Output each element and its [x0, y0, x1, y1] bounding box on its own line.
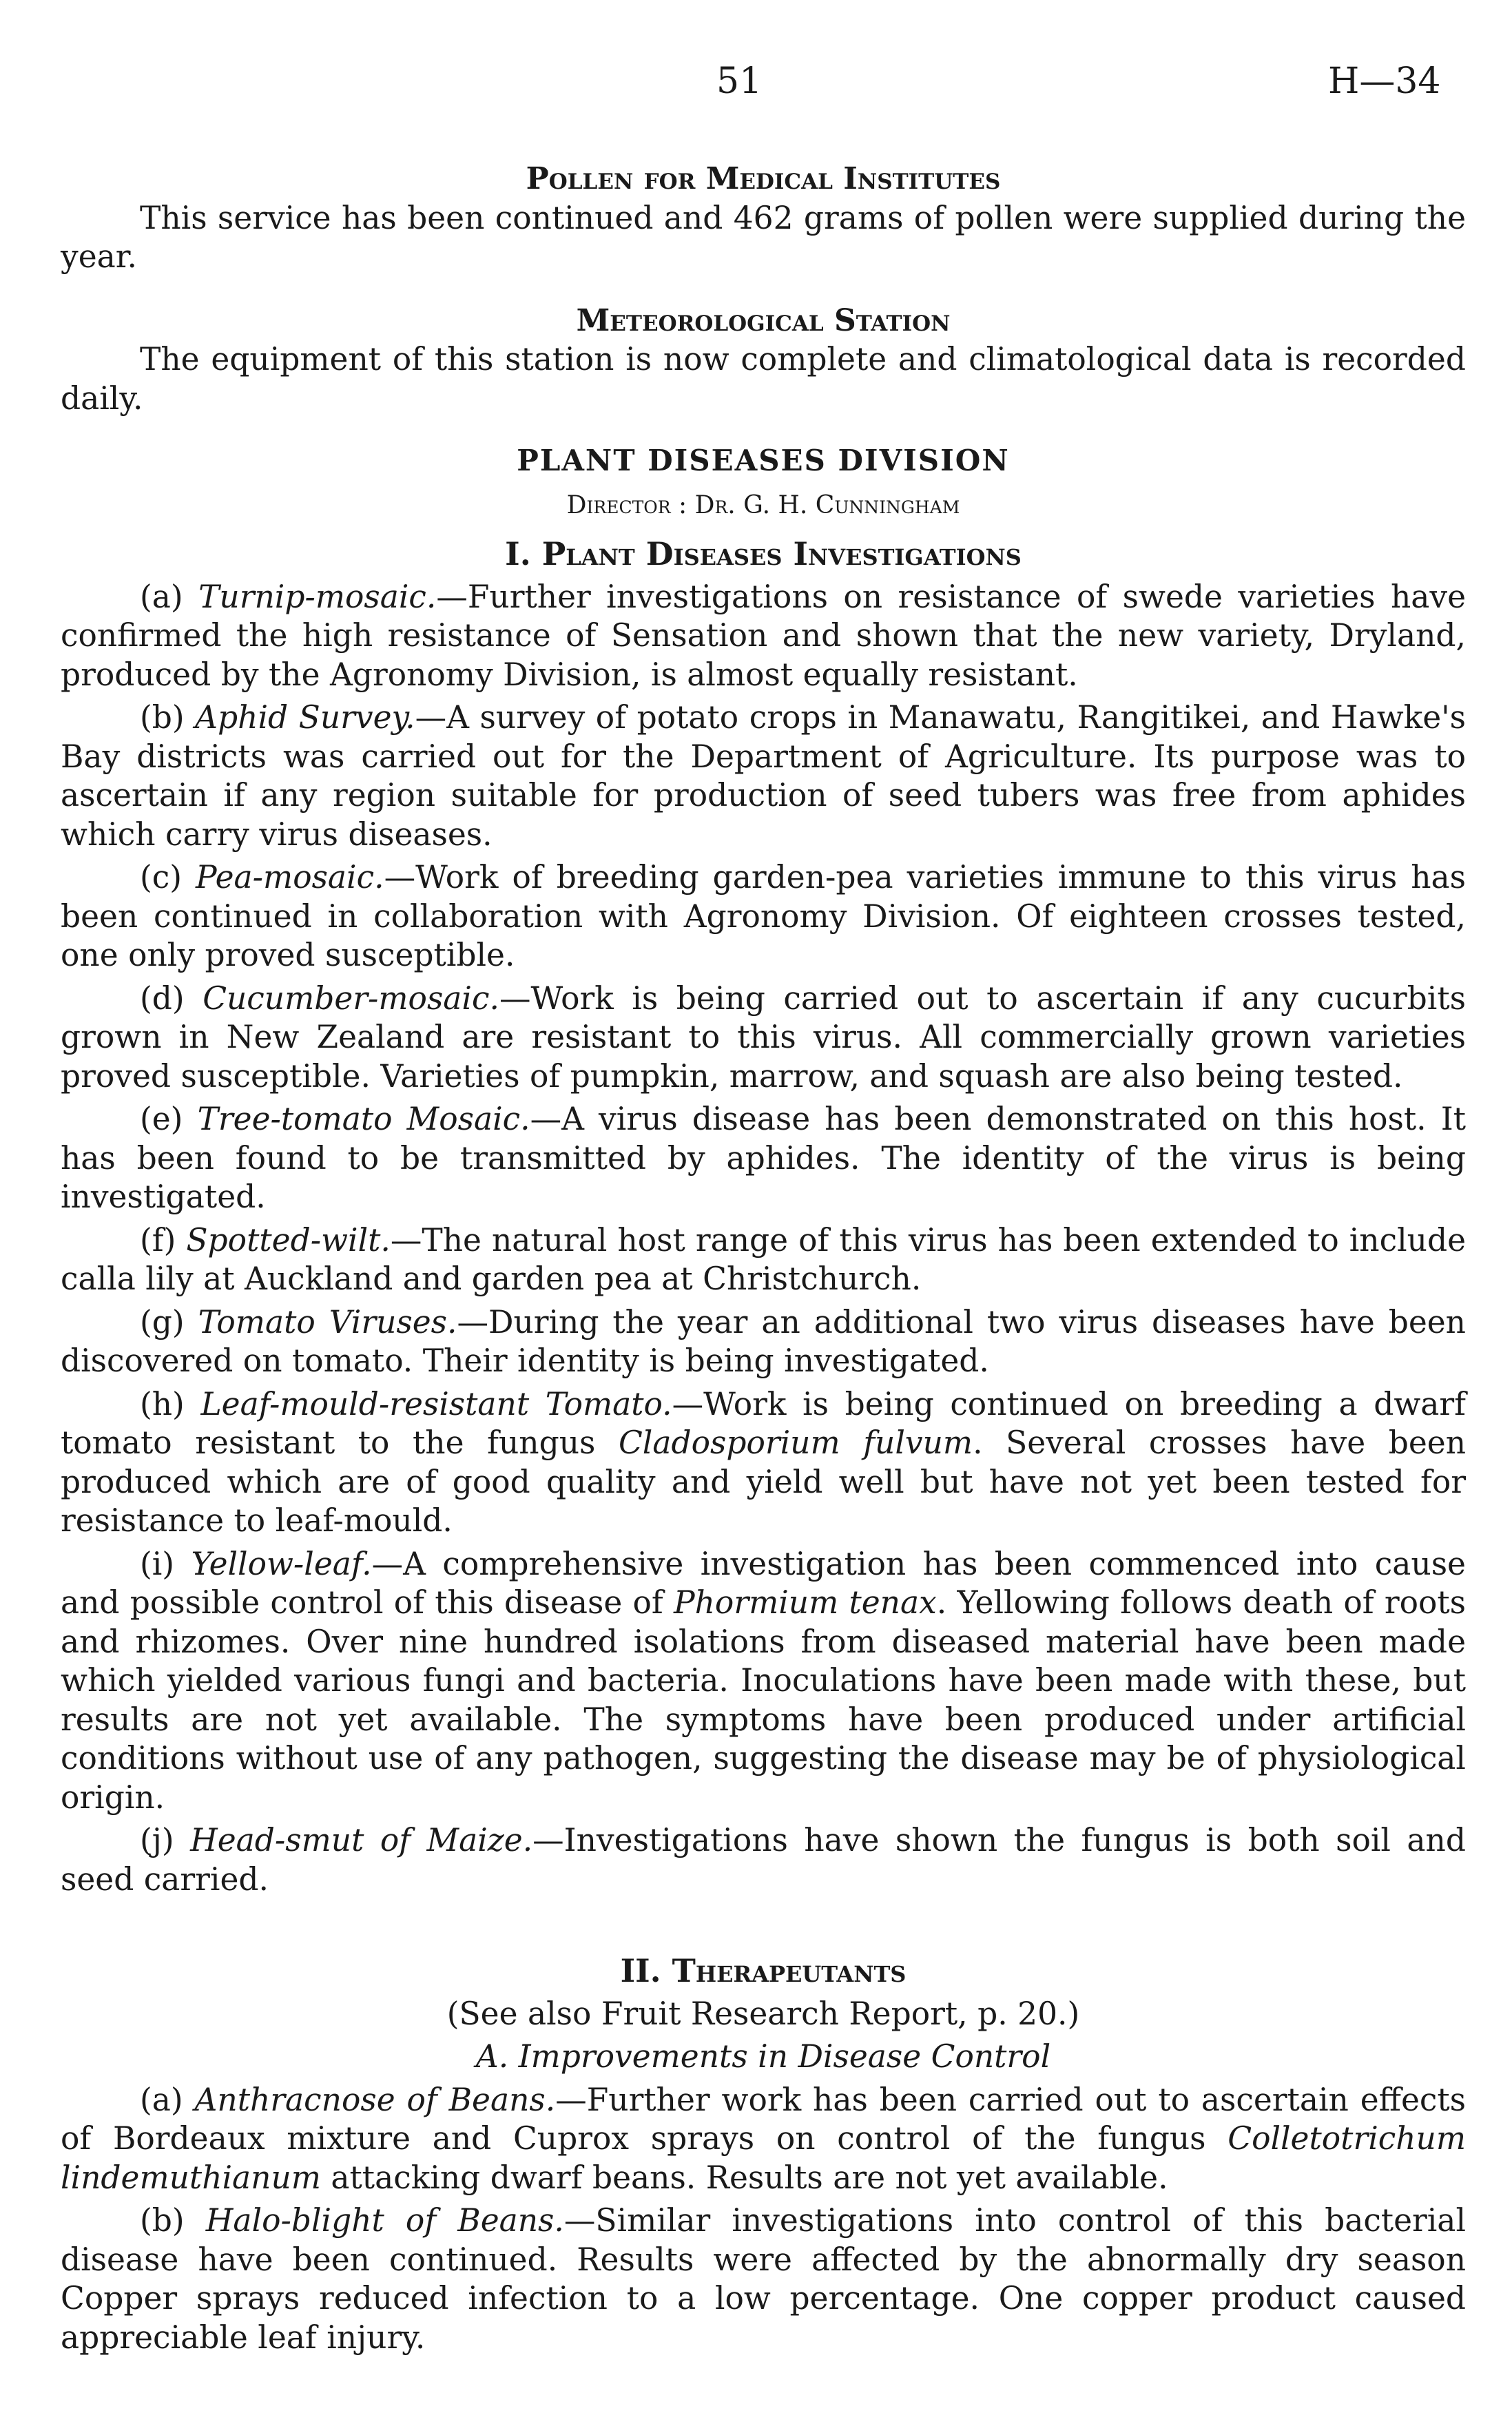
item-title: Cucumber-mosaic. [203, 980, 499, 1017]
item-text-continued: . Yellowing follows death of roots and rhizomes. Over nine hundred isolations from diseased material have been made which yielded various fungi and bacteria. Inoculations have been made with these, but results are not yet available. The symptoms have been produced under artificial conditions without use of any pathogen, suggesting the disease may be of physiological origin. [61, 1584, 1467, 1816]
item-title: Halo-blight of Beans. [205, 2202, 564, 2239]
item-title: Aphid Survey. [195, 699, 415, 736]
meteorological-heading: Meteorological Station [576, 302, 951, 338]
item-title: Pea-mosaic. [196, 859, 384, 895]
director-line: Director : Dr. G. H. Cunningham [566, 490, 960, 519]
item-text: —During the year an additional two virus diseases have been discovered on tomato. Their identity is being investigated. [61, 1303, 1466, 1379]
page-header [0, 61, 1512, 109]
list-item [61, 1303, 1466, 1381]
see-also-note: (See also Fruit Research Report, p. 20.) [446, 1995, 1080, 2032]
subsection-heading: A. Improvements in Disease Control [475, 2038, 1051, 2075]
item-title: Turnip-mosaic. [198, 578, 437, 615]
meteorological-paragraph: The equipment of this station is now complete and climatological data is recorded daily. [61, 341, 1466, 417]
list-item [61, 698, 1466, 854]
page-number: 51 [716, 61, 763, 102]
item-label: (h) [140, 1385, 185, 1422]
item-label: (j) [140, 1822, 174, 1858]
list-item [61, 2081, 1466, 2198]
item-label: (e) [140, 1101, 183, 1137]
list-item [61, 2201, 1466, 2357]
item-text: —Work of breeding garden-pea varieties immune to this virus has been continued in collaboration with Agronomy Division. Of eighteen crosses tested, one only proved susceptible. [61, 859, 1466, 973]
section-1-heading: I. Plant Diseases Investigations [505, 535, 1022, 572]
item-text-continued: attacking dwarf beans. Results are not yet available. [320, 2159, 1168, 2196]
item-text: —Similar investigations into control of this bacterial disease have been continued. Results were affected by the abnormally dry season Copper sprays reduced infection to a low percentage. One copper product caused appreciable leaf injury. [61, 2202, 1466, 2356]
list-item [61, 1221, 1466, 1299]
item-title: Tree-tomato Mosaic. [197, 1101, 530, 1137]
item-title: Anthracnose of Beans. [194, 2081, 556, 2118]
item-species-name: Cladosporium fulvum [618, 1424, 973, 1461]
division-heading: PLANT DISEASES DIVISION [517, 444, 1010, 477]
list-item [61, 578, 1466, 695]
item-text: —The natural host range of this virus has been extended to include calla lily at Auckland and garden pea at Christchurch. [61, 1221, 1467, 1297]
page-body [61, 160, 1466, 2357]
item-label: (f) [140, 1221, 176, 1258]
item-label: (a) [140, 2081, 183, 2118]
item-title: Leaf-mould-resistant Tomato. [200, 1385, 672, 1422]
item-title: Yellow-leaf. [191, 1545, 372, 1582]
item-text: —A virus disease has been demonstrated on this host. It has been found to be transmitted by aphides. The identity of the virus is being investigated. [61, 1101, 1467, 1215]
item-label: (b) [140, 699, 185, 736]
item-text: —Investigations have shown the fungus is both soil and seed carried. [61, 1822, 1466, 1898]
item-label: (g) [140, 1303, 185, 1340]
item-text: —Work is being carried out to ascertain if any cucurbits grown in New Zealand are resistant to this virus. All commercially grown varieties proved susceptible. Varieties of pumpkin, marrow, and squash are also being tested. [61, 980, 1466, 1095]
item-text: —Work is being continued on breeding a dwarf tomato resistant to the fungus [61, 1385, 1466, 1461]
item-label: (i) [140, 1545, 175, 1582]
item-title: Head-smut of Maize. [190, 1822, 533, 1858]
item-text: —A survey of potato crops in Manawatu, Rangitikei, and Hawke's Bay districts was carried out for the Department of Agriculture. Its purpose was to ascertain if any region suitable for production of seed tubers was free from aphides which carry virus diseases. [61, 699, 1466, 853]
item-title: Tomato Viruses. [198, 1303, 457, 1340]
item-text: —A comprehensive investigation has been commenced into cause and possible control of this disease of [61, 1545, 1466, 1621]
list-item [61, 980, 1466, 1097]
list-item [61, 858, 1466, 975]
list-item [61, 1821, 1466, 1899]
list-item [61, 1100, 1466, 1217]
item-species-name: Phormium tenax [674, 1584, 937, 1621]
item-text-continued: . Several crosses have been produced which are of good quality and yield well but have not yet been tested for resistance to leaf-mould. [61, 1424, 1467, 1539]
item-text: —Further investigations on resistance of swede varieties have confirmed the high resistance of Sensation and shown that the new variety, Dryland, produced by the Agronomy Division, is almost equally resistant. [61, 578, 1467, 693]
item-label: (d) [140, 980, 185, 1017]
section-2-heading: II. Therapeutants [620, 1952, 907, 1989]
list-item [61, 1385, 1466, 1541]
item-title: Spotted-wilt. [186, 1221, 391, 1258]
item-label: (a) [140, 578, 183, 615]
item-label: (b) [140, 2202, 185, 2239]
document-reference: H—34 [1328, 61, 1441, 102]
item-text: —Further work has been carried out to ascertain effects of Bordeaux mixture and Cuprox sprays on control of the fungus [61, 2081, 1466, 2157]
item-label: (c) [140, 859, 182, 895]
pollen-heading: Pollen for Medical Institutes [526, 161, 1001, 196]
pollen-paragraph: This service has been continued and 462 grams of pollen were supplied during the year. [61, 199, 1466, 275]
item-species-name: Colletotrichum lindemuthianum [61, 2120, 1466, 2196]
list-item [61, 1545, 1466, 1818]
